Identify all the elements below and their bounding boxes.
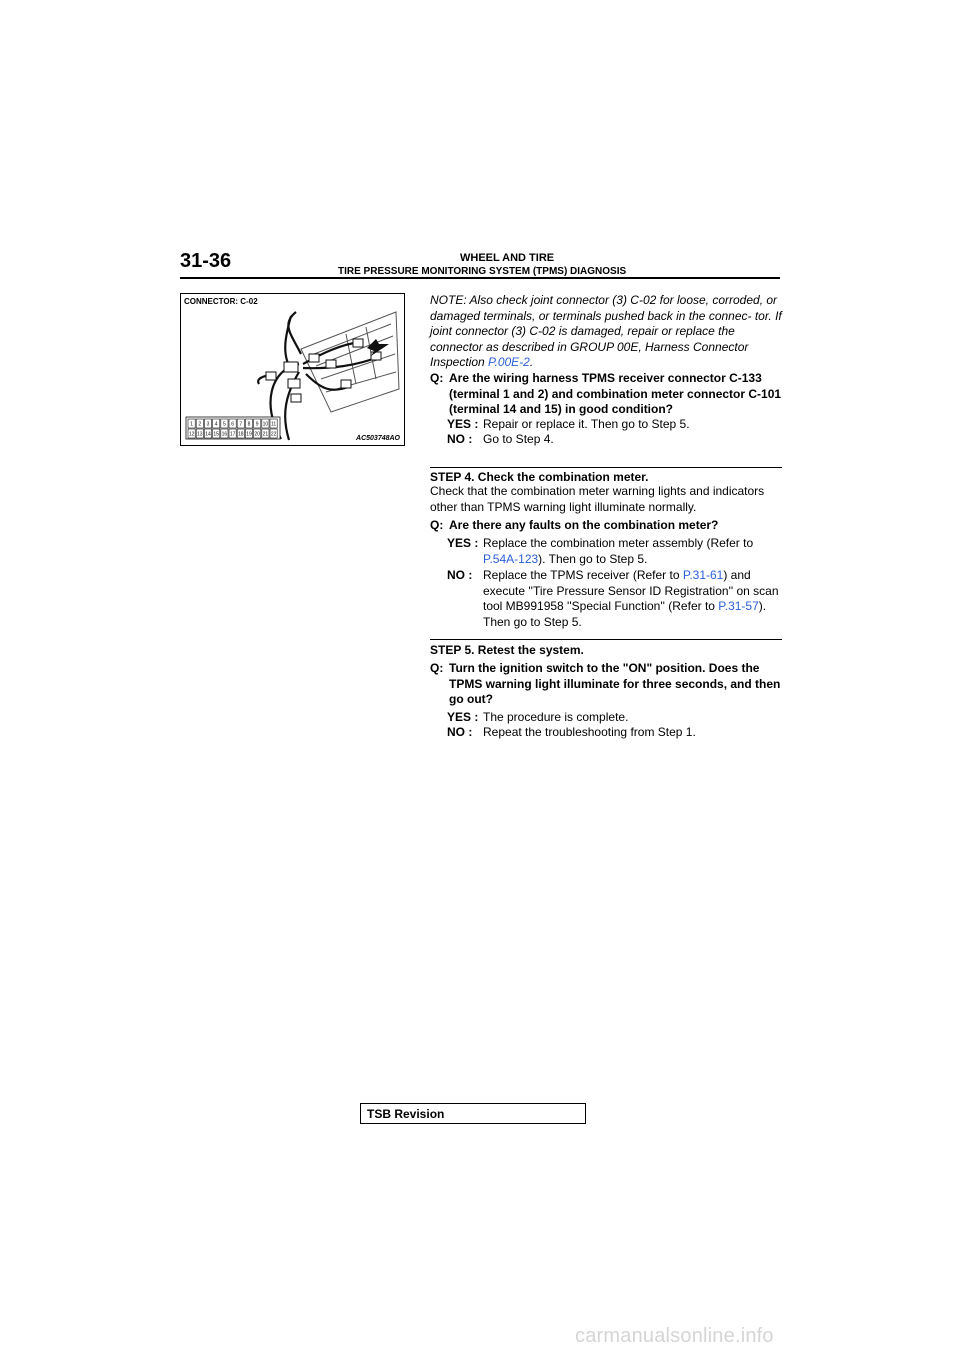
connector-pin-label: 18 (238, 431, 244, 438)
figure-caption: CONNECTOR: C-02 (184, 297, 258, 306)
step4-no-post: ). Then go to Step 5. (483, 599, 767, 629)
step4-q-text: Are there any faults on the combination meter? (449, 518, 719, 532)
connector-pin-label: 20 (254, 431, 260, 438)
step4-q-label: Q: (430, 518, 444, 532)
step4-yes-label: YES : (447, 536, 479, 550)
connector-pin-label: 9 (255, 421, 259, 428)
note-paragraph (430, 293, 782, 371)
step4-no-link1[interactable]: P.31-61 (682, 568, 724, 582)
figure-code: AC503748AO (356, 435, 400, 442)
step5-title: STEP 5. Retest the system. (430, 643, 584, 657)
step5-rule (430, 639, 782, 640)
note-tail: . (529, 355, 534, 369)
step5-question (430, 661, 782, 708)
step5-yes-label: YES : (447, 710, 479, 724)
connector-pin-label: 16 (221, 431, 228, 438)
section-subtitle: TIRE PRESSURE MONITORING SYSTEM (TPMS) DIAGNOSIS (338, 266, 627, 277)
connector-pin-label: 6 (231, 421, 234, 428)
header-rule (180, 277, 780, 279)
step4-no-mid: ) and execute ''Tire Pressure Sensor ID Registration'' on scan tool MB991958 ''Special Function'' (Refer to (483, 568, 779, 613)
connector-pin-label: 1 (190, 421, 193, 428)
tsb-revision-label: TSB Revision (367, 1107, 445, 1121)
step5-no (447, 725, 782, 741)
connector-pin-label: 3 (206, 421, 210, 428)
connector-pin-label: 14 (205, 431, 211, 438)
step3-no-label: NO : (447, 432, 473, 446)
connector-pin-label: 10 (262, 421, 269, 428)
page-number: 31-36 (180, 250, 232, 272)
step3-q-label: Q: (430, 371, 444, 385)
step4-title: STEP 4. Check the combination meter. (430, 470, 649, 484)
step4-yes-pre: Replace the combination meter assembly (Refer to (483, 536, 754, 550)
step4-yes-link[interactable]: P.54A-123 (483, 551, 539, 566)
step3-yes (447, 417, 782, 433)
step5-yes (447, 710, 782, 726)
connector-pin-label: 8 (247, 421, 251, 428)
step3-yes-label: YES : (447, 417, 479, 431)
connector-figure (180, 293, 405, 446)
step4-no-label: NO : (447, 568, 473, 582)
step5-no-label: NO : (447, 725, 473, 739)
step3-q-text: Are the wiring harness TPMS receiver connector C-133 (terminal 1 and 2) and combination meter connector C-101 (terminal 14 and 15) in good condition? (449, 371, 782, 416)
connector-pin-label: 22 (270, 431, 277, 438)
step5-q-text: Turn the ignition switch to the "ON" position. Does the TPMS warning light illuminate for three seconds, and then go out? (449, 661, 781, 706)
step4-question (430, 518, 782, 534)
section-title: WHEEL AND TIRE (460, 252, 555, 264)
connector-pin-label: 5 (223, 421, 226, 428)
step3-no-text: Go to Step 4. (483, 432, 554, 446)
step4-rule (430, 467, 782, 468)
connector-pin-label: 2 (198, 421, 202, 428)
connector-pin-label: 12 (188, 431, 195, 438)
step3-question (430, 371, 782, 418)
connector-pin-label: 13 (197, 431, 203, 438)
step5-no-text: Repeat the troubleshooting from Step 1. (483, 725, 696, 739)
watermark: carmanualsonline.info (575, 1325, 774, 1347)
step4-yes (447, 536, 782, 567)
connector-pin-label: 19 (246, 431, 252, 438)
connector-pin-label: 21 (262, 431, 269, 438)
harness-illustration (181, 294, 404, 445)
step4-yes-text (483, 536, 782, 567)
connector-pin-label: 11 (270, 421, 277, 428)
step5-q-label: Q: (430, 661, 444, 675)
step4-no (447, 568, 782, 630)
connector-pin-label: 17 (229, 431, 236, 438)
note-text: NOTE: Also check joint connector (3) C-02 for loose, corroded, or damaged terminals, or terminals pushed back in the connec- tor. If joint connector (3) C-02 is damaged, repair or replace the connector as described in GROUP 00E, Harness Connector Inspection (430, 293, 782, 369)
step4-body: Check that the combination meter warning lights and indicators other than TPMS warning light illuminate normally. (430, 484, 765, 514)
step4-no-text (483, 568, 782, 630)
connector-pin-label: 7 (239, 421, 243, 428)
step3-no (447, 432, 782, 448)
note-link[interactable]: P.00E-2 (488, 355, 530, 369)
tsb-revision-box (360, 1103, 586, 1124)
step4-yes-post: ). Then go to Step 5. (538, 551, 648, 566)
step3-yes-text: Repair or replace it. Then go to Step 5. (483, 417, 690, 431)
step4-no-link2[interactable]: P.31-57 (718, 599, 759, 613)
connector-pin-label: 15 (213, 431, 219, 438)
step4-no-pre: Replace the TPMS receiver (Refer to (483, 568, 683, 582)
connector-pin-label: 4 (214, 421, 218, 428)
step5-yes-text: The procedure is complete. (483, 710, 629, 724)
